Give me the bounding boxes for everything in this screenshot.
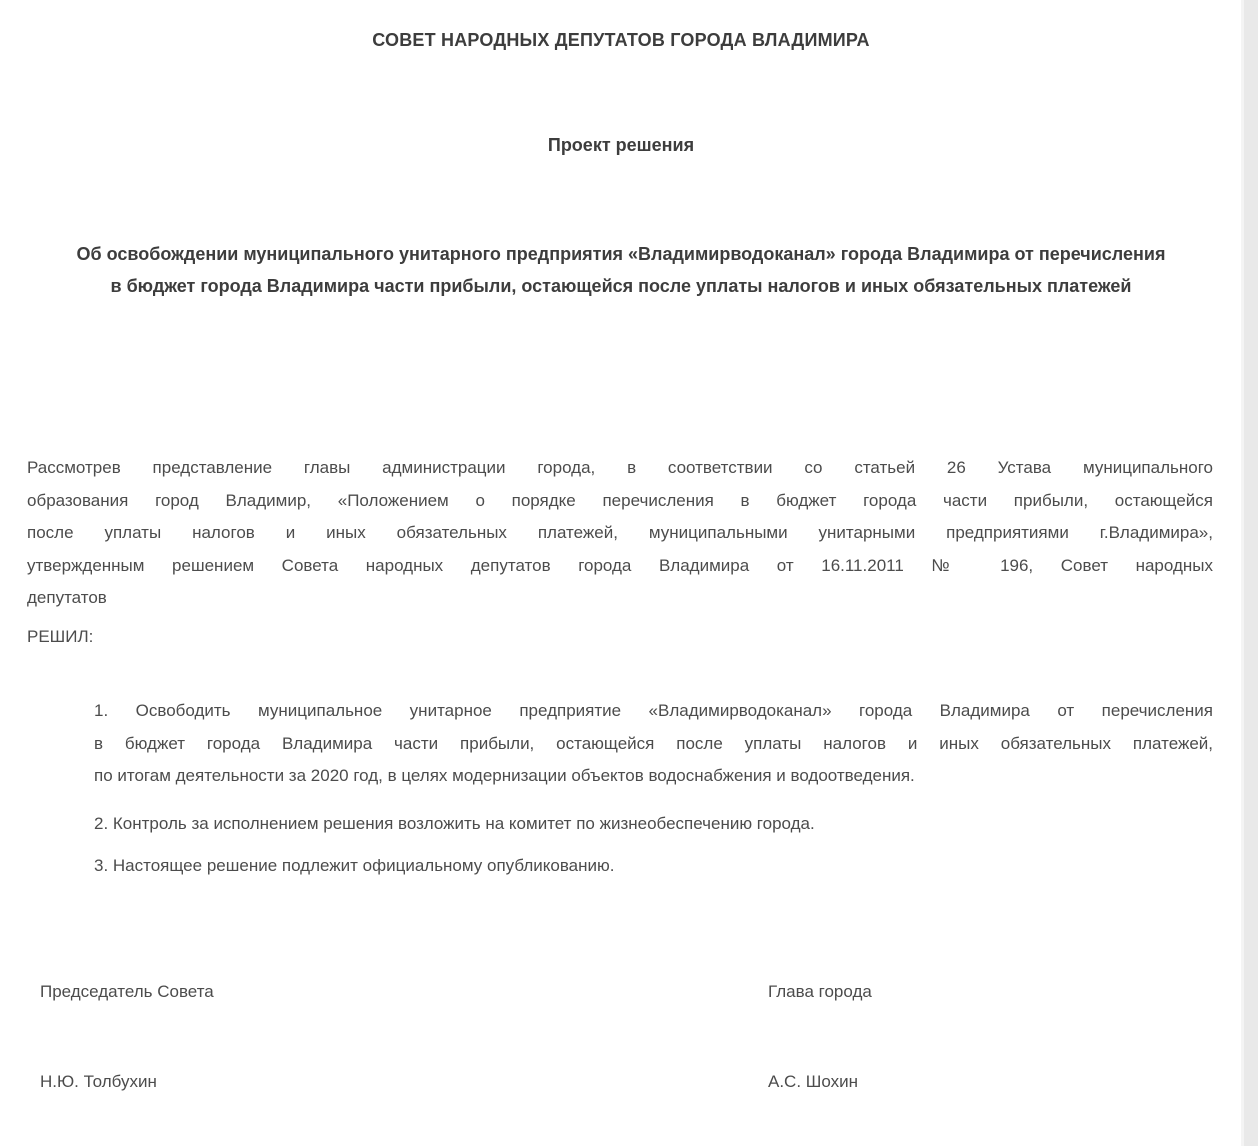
org-title: СОВЕТ НАРОДНЫХ ДЕПУТАТОВ ГОРОДА ВЛАДИМИРА [372,30,870,50]
preamble-line: после уплаты налогов и иных обязательных платежей, муниципальными унитарными предприятиями г.Владимира», [27,523,1213,542]
preamble-line: образования город Владимир, «Положением о порядке перечисления в бюджет города части прибыли, остающейся [27,490,1213,510]
signature-title-right: Глава города [768,982,872,1001]
signature-name-left: Н.Ю. Толбухин [40,1072,157,1091]
subject-line: в бюджет города Владимира части прибыли, остающейся после уплаты налогов и иных обязательных платежей [110,276,1132,296]
resolution-item-line: в бюджет города Владимира части прибыли, остающейся после уплаты налогов и иных обязательных платежей, [94,733,1213,753]
resolution-item-line: 1. Освободить муниципальное унитарное предприятие «Владимирводоканал» города Владимира от перечисления [94,701,1213,720]
document-subject [0,238,1242,302]
resolved-label: РЕШИЛ: [27,627,94,646]
preamble-paragraph [27,452,1213,615]
resolution-item-1 [94,695,1213,793]
resolution-item-line: 2. Контроль за исполнением решения возложить на комитет по жизнеобеспечению города. [94,814,815,833]
resolution-item-2 [94,808,1213,841]
preamble-line: Рассмотрев представление главы администрации города, в соответствии со статьей 26 Устава муниципального [27,458,1213,477]
resolution-item-line: по итогам деятельности за 2020 год, в целях модернизации объектов водоснабжения и водоотведения. [94,766,915,785]
doc-type-heading: Проект решения [547,135,695,155]
resolution-item-line: 3. Настоящее решение подлежит официальному опубликованию. [94,856,615,875]
subject-line: Об освобождении муниципального унитарного предприятия «Владимирводоканал» города Владимира от перечисления [76,244,1166,264]
resolution-item-3 [94,850,1213,883]
signature-title-left: Председатель Совета [40,982,214,1001]
preamble-line: депутатов [27,588,107,607]
preamble-line: утвержденным решением Совета народных депутатов города Владимира от 16.11.2011 № 196, Совет народных [27,555,1213,575]
scrollbar-track[interactable] [1241,0,1258,1146]
signature-name-right: А.С. Шохин [768,1072,859,1091]
